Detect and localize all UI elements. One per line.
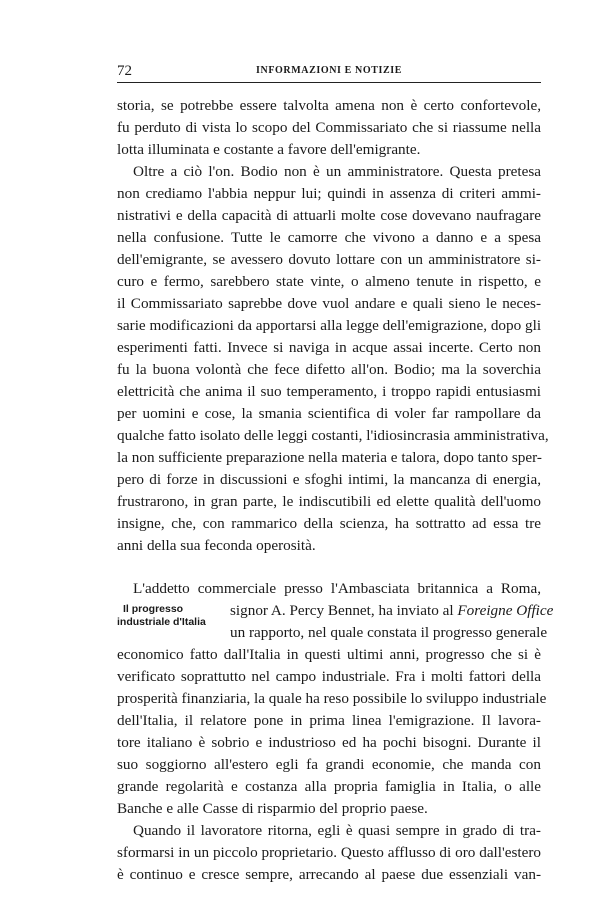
text-line: tore italiano è sobrio e industrioso ed ha pochi bisogni. Durante il	[117, 734, 541, 751]
text-line: esperimenti fatti. Invece si naviga in acque assai incerte. Certo non	[117, 339, 541, 356]
text-line: Banche e alle Casse di risparmio del proprio paese.	[117, 800, 428, 817]
text-line: un rapporto, nel quale constata il progresso generale	[230, 624, 548, 641]
text-line: sformarsi in un piccolo proprietario. Questo afflusso di oro dall'estero	[117, 844, 541, 861]
text-line: fu la buona volontà che fece difetto all'on. Bodio; ma la soverchia	[117, 361, 541, 378]
text-line: qualche fatto isolato delle leggi costanti, l'idiosincrasia amministrativa,	[117, 427, 549, 444]
text-line: L'addetto commerciale presso l'Ambasciata britannica a Roma,	[133, 580, 541, 597]
text-line: fu perduto di vista lo scopo del Commissariato che si riassume nella	[117, 119, 541, 136]
text-line	[230, 600, 554, 622]
text-line: economico fatto dall'Italia in questi ultimi anni, progresso che si è	[117, 646, 541, 663]
running-head-title: INFORMAZIONI E NOTIZIE	[256, 65, 402, 76]
text-line: insigne, che, con rammarico della scienza, ha sottratto ad essa tre	[117, 515, 541, 532]
text-line: la non sufficiente preparazione nella materia e talora, dopo tanto sper-	[117, 449, 542, 466]
text-fragment: signor A. Percy Bennet, ha inviato al	[230, 602, 458, 619]
text-line: sarie modificazioni da apportarsi alla legge dell'emigrazione, dopo gli	[117, 317, 542, 334]
text-line: per uomini e cose, la smania scientifica di voler far rampollare da	[117, 405, 541, 422]
text-line: il Commissariato saprebbe dove vuol andare e quali sieno le neces-	[117, 295, 541, 312]
text-line: storia, se potrebbe essere talvolta amena non è certo confortevole,	[117, 97, 541, 114]
text-line: curo e fermo, sarebbero state vinte, o almeno tenute in rispetto, e	[117, 273, 541, 290]
text-line: nella confusione. Tutte le camorre che vivono a danno e a spesa	[117, 229, 541, 246]
text-line: nistrativi e della capacità di attuarli molte cose dovevano naufragare	[117, 207, 541, 224]
text-line: elettricità che anima il suo temperamento, i troppo rapidi entusiasmi	[117, 383, 541, 400]
text-line: suo soggiorno all'estero egli fa grandi economie, che manda con	[117, 756, 541, 773]
text-line: Oltre a ciò l'on. Bodio non è un amministratore. Questa pretesa	[133, 163, 541, 180]
text-line: lotta illuminata e costante a favore dell'emigrante.	[117, 141, 421, 158]
text-line: è continuo e cresce sempre, arrecando al paese due essenziali van-	[117, 866, 541, 883]
text-line: dell'emigrante, se avessero dovuto lottare con un amministratore si-	[117, 251, 541, 268]
page-number: 72	[117, 63, 132, 79]
running-header	[117, 62, 541, 83]
margin-note	[117, 603, 206, 629]
text-line: prosperità finanziaria, la quale ha reso possibile lo sviluppo industriale	[117, 690, 547, 707]
text-line: grande regolarità e costanza alla propria famiglia in Italia, o alle	[117, 778, 541, 795]
text-line: pero di forze in discussioni e sfoghi intimi, la mancanza di energia,	[117, 471, 541, 488]
italic-title: Foreigne Office	[457, 602, 554, 619]
text-line: verificato soprattutto nel campo industriale. Fra i molti fattori della	[117, 668, 541, 685]
margin-note-line: industriale d'Italia	[117, 616, 206, 628]
text-line: anni della sua feconda operosità.	[117, 537, 316, 554]
margin-note-line: Il progresso	[123, 603, 184, 615]
text-line: Quando il lavoratore ritorna, egli è quasi sempre in grado di tra-	[133, 822, 541, 839]
text-line: frustrarono, in gran parte, le indiscutibili ed elette qualità dell'uomo	[117, 493, 541, 510]
text-line: non crediamo l'abbia neppur lui; quindi in assenza di criteri ammi-	[117, 185, 541, 202]
text-line: dell'Italia, il relatore pone in prima linea l'emigrazione. Il lavora-	[117, 712, 541, 729]
